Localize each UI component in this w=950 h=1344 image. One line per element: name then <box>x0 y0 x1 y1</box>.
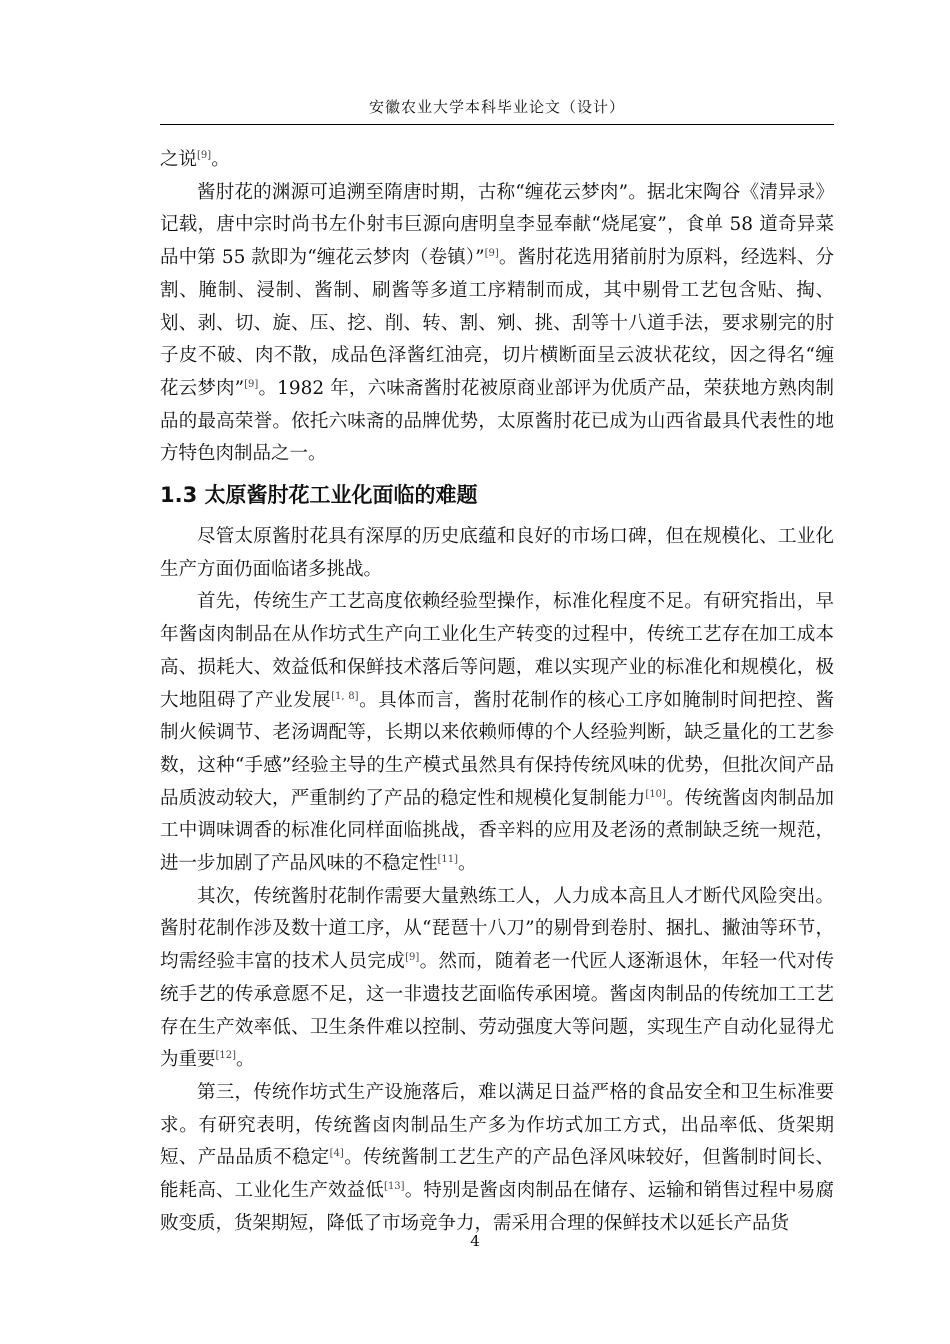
citation: [11] <box>437 854 459 866</box>
citation: [9] <box>244 378 259 390</box>
citation: [1, 8] <box>331 690 359 702</box>
page-header: 安徽农业大学本科毕业论文（设计） <box>368 98 625 116</box>
citation: [12] <box>215 1050 237 1062</box>
citation: [13] <box>384 1181 405 1193</box>
text-run: 。 <box>458 853 477 875</box>
text-run: 酱肘花的渊源可追溯至隋唐时期，古称“缠花云梦肉”。据北宋陶谷《清异录》记载，唐中宗时尚书左仆射韦巨源向唐明皇李显奉献“烧尾宴”，食单 58 道奇异菜品中第 55 款即为“缠花云梦肉（卷镇）” <box>160 181 834 269</box>
paragraph-2 <box>160 521 834 586</box>
text-run: 。传统酱制工艺生产的产品色泽风味较好，但酱制时间长、能耗高、工业化生产效益低 <box>160 1147 834 1202</box>
text-run: 第三，传统作坊式生产设施落后，难以满足日益严格的食品安全和卫生标准要求。有研究表明，传统酱卤肉制品生产多为作坊式加工方式，出品率低、货架期短、产品品质不稳定 <box>160 1081 834 1169</box>
paragraph-3 <box>160 586 834 880</box>
paragraph-0 <box>160 144 834 177</box>
text-run: 首先，传统生产工艺高度依赖经验型操作，标准化程度不足。有研究指出，早年酱卤肉制品在从作坊式生产向工业化生产转变的过程中，传统工艺存在加工成本高、损耗大、效益低和保鲜技术落后等问题，难以实现产业的标准化和规模化，极大地阻碍了产业发展 <box>160 591 834 711</box>
citation: [9] <box>197 150 212 161</box>
citation: [9] <box>405 952 420 964</box>
text-run: 。1982 年，六味斋酱肘花被原商业部评为优质产品，荣获地方熟肉制品的最高荣誉。依托六味斋的品牌优势，太原酱肘花已成为山西省最具代表性的地方特色肉制品之一。 <box>160 377 834 465</box>
citation: [9] <box>484 248 499 260</box>
section-title: 1.3 太原酱肘花工业化面临的难题 <box>160 483 478 508</box>
text-run: 。 <box>211 149 230 170</box>
text-run: 。特别是酱卤肉制品在储存、运输和销售过程中易腐败变质，货架期短，降低了市场竞争力，需采用合理的保鲜技术以延长产品货 <box>160 1180 834 1234</box>
citation: [10] <box>645 788 666 800</box>
header-rule <box>160 124 834 125</box>
text-run: 之说 <box>160 149 198 170</box>
page-content <box>160 144 834 1241</box>
text-run: 。传统酱卤肉制品加工中调味调香的标准化同样面临挑战，香辛料的应用及老汤的煮制缺乏统一规范，进一步加剧了产品风味的不稳定性 <box>160 787 834 875</box>
text-run: 。 <box>236 1049 255 1071</box>
page-number: 4 <box>470 1232 480 1250</box>
text-run: 。然而，随着老一代匠人逐渐退休，年轻一代对传统手艺的传承意愿不足，这一非遗技艺面临传承困境。酱卤肉制品的传统加工工艺存在生产效率低、卫生条件难以控制、劳动强度大等问题，实现生产自动化显得尤为重要 <box>160 951 834 1071</box>
paragraph-5 <box>160 1077 834 1241</box>
text-run: 。酱肘花选用猪前肘为原料，经选料、分割、腌制、浸制、酱制、刷酱等多道工序精制而成，其中剔骨工艺包含贴、掏、划、剥、切、旋、压、挖、削、转、割、剜、挑、刮等十八道手法，要求剔完的肘子皮不破、肉不散，成品色泽酱红油亮，切片横断面呈云波状花纹，因之得名“缠花云梦肉” <box>160 247 834 399</box>
text-run: 。具体而言，酱肘花制作的核心工序如腌制时间把控、酱制火候调节、老汤调配等，长期以来依赖师傅的个人经验判断，缺乏量化的工艺参数，这种“手感”经验主导的生产模式虽然具有保持传统风味的优势，但批次间产品品质波动较大，严重制约了产品的稳定性和规模化复制能力 <box>160 689 834 809</box>
text-run: 其次，传统酱肘花制作需要大量熟练工人，人力成本高且人才断代风险突出。酱肘花制作涉及数十道工序，从“琵琶十八刀”的剔骨到卷肘、捆扎、撇油等环节，均需经验丰富的技术人员完成 <box>160 885 834 973</box>
citation: [4] <box>329 1148 344 1160</box>
text-run: 尽管太原酱肘花具有深厚的历史底蕴和良好的市场口碑，但在规模化、工业化生产方面仍面临诸多挑战。 <box>160 526 834 580</box>
paragraph-1 <box>160 177 834 471</box>
paragraph-4 <box>160 881 834 1077</box>
